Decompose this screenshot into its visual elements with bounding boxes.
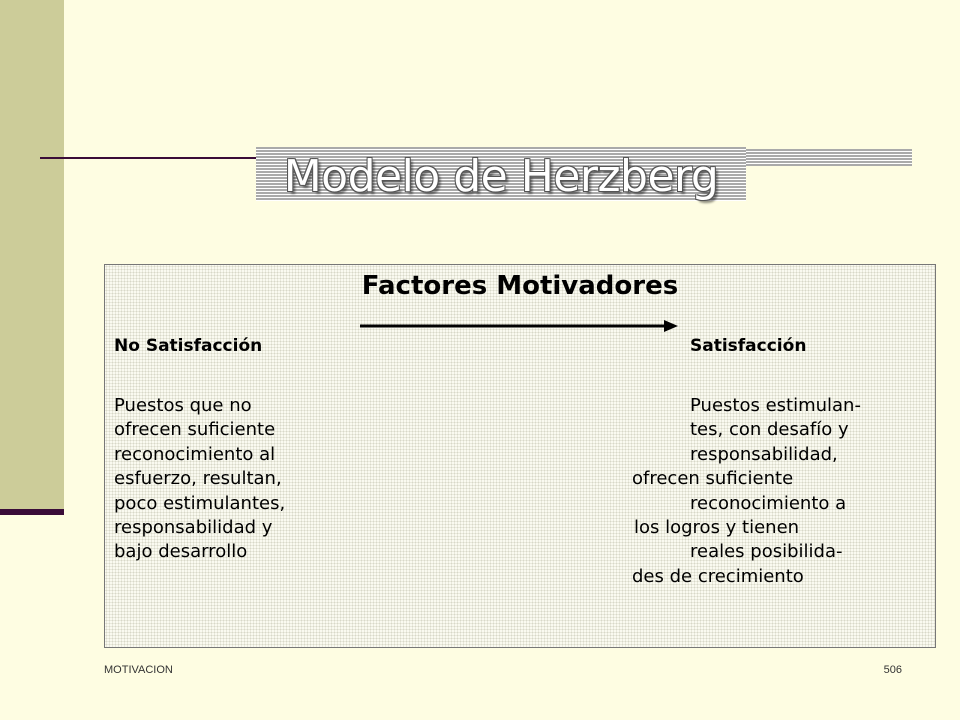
title-rule-left	[40, 157, 265, 159]
right-column-header: Satisfacción	[690, 336, 807, 356]
left-column-header: No Satisfacción	[114, 336, 263, 356]
right-line: ofrecen suficiente	[632, 468, 794, 490]
page-number: 506	[883, 664, 902, 676]
footer-left-label: MOTIVACION	[104, 664, 173, 676]
left-line: Puestos que no	[114, 395, 252, 416]
right-line: reales posibilida-	[690, 541, 843, 563]
title-stripe-extension	[742, 149, 912, 166]
left-line: bajo desarrollo	[114, 541, 248, 563]
right-line: Puestos estimulan-	[690, 395, 861, 416]
left-line: ofrecen suficiente	[114, 419, 276, 441]
left-decorative-band	[0, 0, 64, 511]
right-line: reconocimiento a	[690, 492, 847, 514]
right-line: des de crecimiento	[632, 565, 804, 587]
left-line: poco estimulantes,	[114, 492, 286, 514]
right-line: responsabilidad,	[690, 443, 838, 465]
left-line: responsabilidad y	[114, 516, 273, 538]
right-line: los logros y tienen	[634, 516, 800, 538]
slide-title: Modelo de Herzberg	[283, 151, 719, 202]
arrow-icon	[360, 318, 680, 334]
left-line: reconocimiento al	[114, 443, 276, 465]
left-band-accent-bar	[0, 509, 64, 515]
box-heading: Factores Motivadores	[361, 271, 679, 301]
left-column-text	[114, 394, 285, 565]
right-line: tes, con desafío y	[690, 419, 849, 441]
right-column-text	[620, 394, 861, 589]
left-line: esfuerzo, resultan,	[114, 468, 282, 490]
